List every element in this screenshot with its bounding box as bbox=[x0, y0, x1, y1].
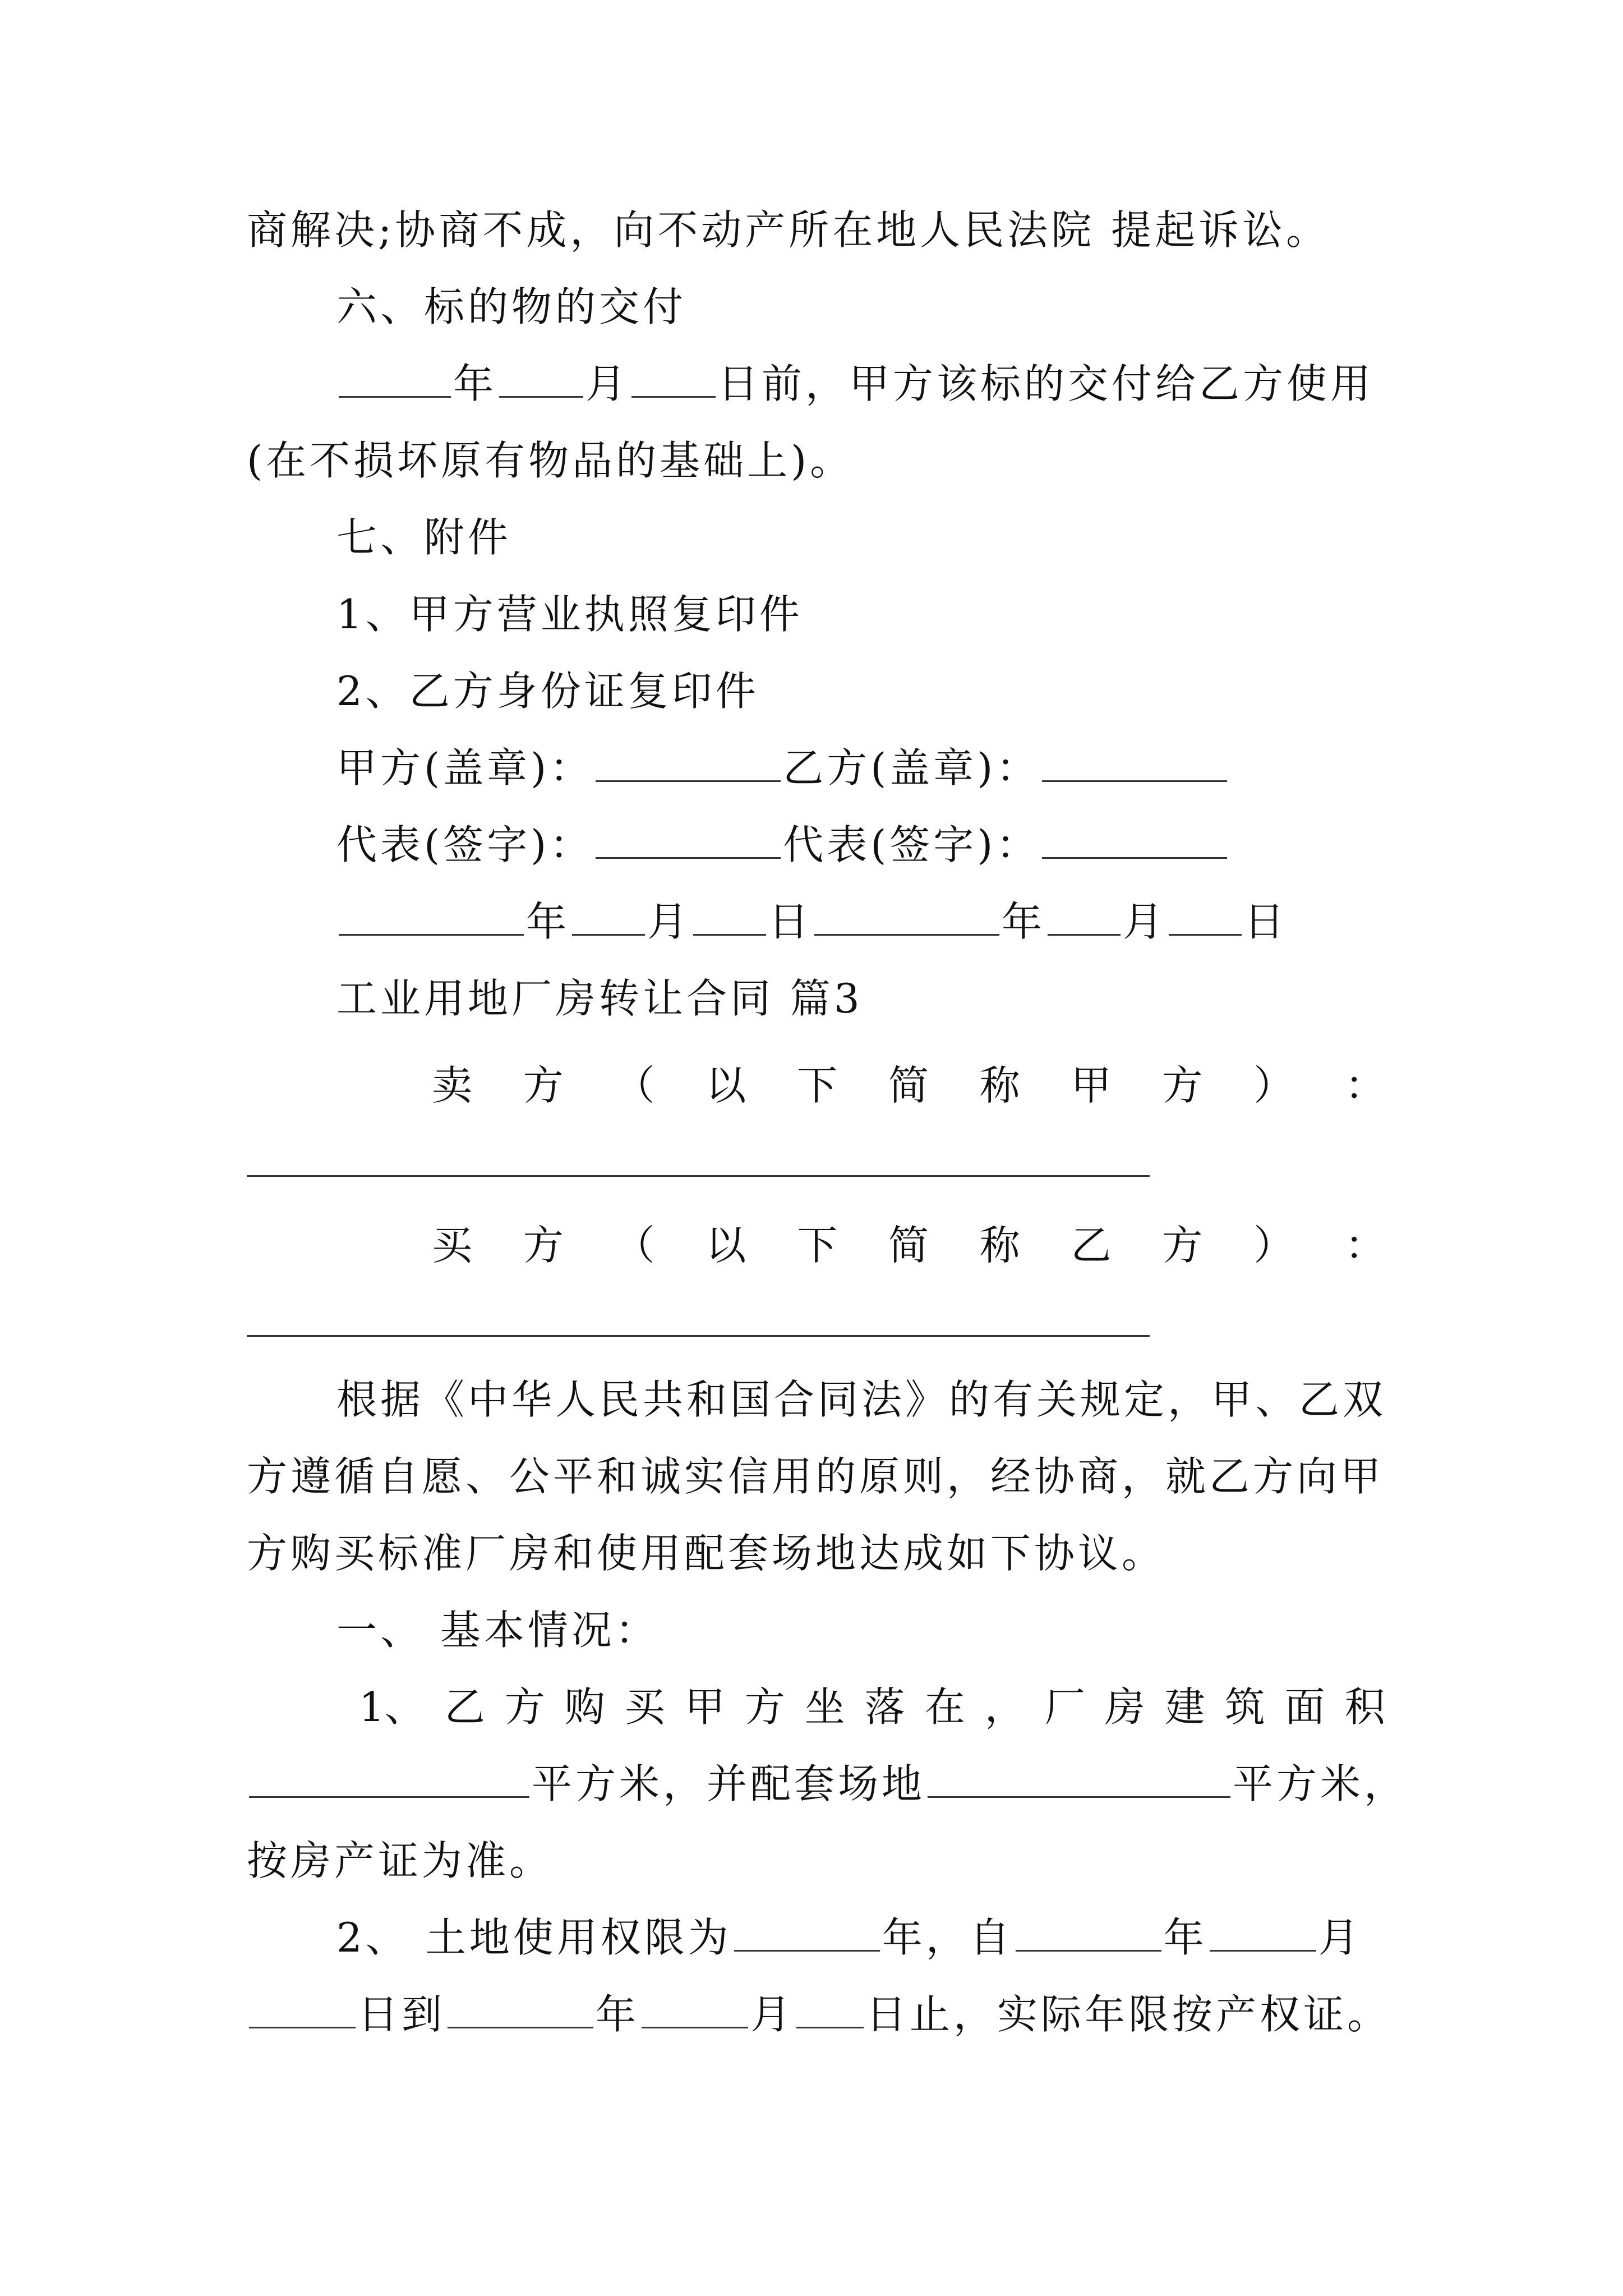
party-a-rep-label: 代表(签字)： bbox=[336, 821, 594, 868]
text-month: 月 bbox=[1123, 898, 1167, 945]
paragraph-line bbox=[247, 1986, 1391, 2042]
seller-char: 简 bbox=[888, 1062, 929, 1109]
char: 方 bbox=[744, 1683, 785, 1731]
blank-rule bbox=[247, 1335, 1150, 1337]
blank-field bbox=[596, 826, 781, 859]
text-rest: 日前，甲方该标的交付给乙方使用 bbox=[718, 360, 1375, 407]
section-heading: 七、附件 bbox=[336, 514, 512, 561]
buyer-char: ： bbox=[1344, 1222, 1385, 1269]
text-segment: 日到 bbox=[358, 1991, 446, 2038]
section-heading: 一、 基本情况： bbox=[336, 1607, 659, 1654]
list-item: 2、乙方身份证复印件 bbox=[336, 668, 759, 715]
blank-field bbox=[499, 365, 583, 398]
char: 坐 bbox=[804, 1683, 845, 1731]
seller-char: ： bbox=[1344, 1062, 1385, 1109]
date-line bbox=[336, 894, 1288, 950]
char: 甲 bbox=[684, 1683, 725, 1731]
blank-field bbox=[249, 1995, 356, 2028]
seller-char: ） bbox=[1253, 1062, 1294, 1109]
buyer-char: 买 bbox=[432, 1222, 473, 1269]
paragraph-line: 根据《中华人民共和国合同法》的有关规定，甲、乙双 bbox=[336, 1376, 1387, 1423]
blank-field bbox=[1016, 1918, 1161, 1952]
blank-rule bbox=[247, 1175, 1150, 1177]
text-segment: 年，自 bbox=[882, 1914, 1013, 1961]
paragraph-line: 方购买标准厂房和使用配套场地达成如下协议。 bbox=[247, 1530, 1166, 1577]
seller-char: 卖 bbox=[432, 1062, 473, 1109]
buyer-char: （ bbox=[614, 1222, 655, 1269]
seller-char: 方 bbox=[523, 1062, 564, 1109]
section-heading: 六、标的物的交付 bbox=[336, 283, 687, 330]
char: 在 bbox=[924, 1683, 965, 1731]
char: 厂 bbox=[1044, 1683, 1085, 1731]
buyer-char: 下 bbox=[797, 1222, 838, 1269]
paragraph-line: (在不损坏原有物品的基础上)。 bbox=[247, 437, 854, 484]
text-year: 年 bbox=[596, 1991, 640, 2038]
buyer-char: 简 bbox=[888, 1222, 929, 1269]
seller-char: 下 bbox=[797, 1062, 838, 1109]
buyer-line bbox=[432, 1217, 1385, 1273]
char: ， bbox=[984, 1683, 1025, 1731]
text-day: 日 bbox=[768, 898, 813, 945]
seller-char: 称 bbox=[979, 1062, 1020, 1109]
buyer-char: 方 bbox=[523, 1222, 564, 1269]
text-year: 年 bbox=[1002, 898, 1046, 945]
char: 筑 bbox=[1224, 1683, 1265, 1731]
char: 方 bbox=[504, 1683, 545, 1731]
text-day: 日 bbox=[1244, 898, 1288, 945]
char: 买 bbox=[624, 1683, 665, 1731]
char: 落 bbox=[864, 1683, 905, 1731]
char: 购 bbox=[564, 1683, 605, 1731]
blank-field bbox=[642, 1995, 748, 2028]
party-a-seal-label: 甲方(盖章)： bbox=[336, 744, 594, 792]
blank-field bbox=[631, 365, 716, 398]
char: 房 bbox=[1104, 1683, 1145, 1731]
blank-field bbox=[572, 903, 645, 936]
justified-line bbox=[359, 1679, 1385, 1735]
blank-field bbox=[448, 1995, 593, 2028]
blank-field bbox=[1210, 1918, 1316, 1952]
char: 面 bbox=[1284, 1683, 1325, 1731]
text-year: 年 bbox=[526, 898, 570, 945]
buyer-char: ） bbox=[1253, 1222, 1294, 1269]
blank-field bbox=[596, 749, 781, 782]
paragraph-line: 方遵循自愿、公平和诚实信用的原则，经协商，就乙方向甲 bbox=[247, 1453, 1385, 1500]
blank-field bbox=[734, 1918, 880, 1952]
char: 建 bbox=[1164, 1683, 1205, 1731]
blank-field bbox=[249, 1765, 529, 1798]
party-b-seal-label: 乙方(盖章)： bbox=[783, 744, 1040, 792]
text-segment: 2、 土地使用权限为 bbox=[336, 1914, 732, 1961]
blank-field bbox=[928, 1765, 1230, 1798]
paragraph-line: 按房产证为准。 bbox=[247, 1837, 554, 1884]
party-b-rep-label: 代表(签字)： bbox=[783, 821, 1040, 868]
blank-field bbox=[1042, 826, 1227, 859]
char: 乙 bbox=[444, 1683, 485, 1731]
text-month: 月 bbox=[647, 898, 691, 945]
blank-field bbox=[339, 903, 524, 936]
blank-field bbox=[693, 903, 766, 936]
item-number: 1、 bbox=[359, 1683, 425, 1731]
seller-char: （ bbox=[614, 1062, 655, 1109]
text-month: 月 bbox=[1318, 1914, 1362, 1961]
list-item: 1、甲方营业执照复印件 bbox=[336, 591, 803, 638]
text-month: 月 bbox=[750, 1991, 795, 2038]
section-title: 工业用地厂房转让合同 篇3 bbox=[336, 975, 863, 1022]
blank-field bbox=[1048, 903, 1121, 936]
blank-field bbox=[814, 903, 999, 936]
paragraph-line bbox=[336, 356, 1374, 412]
text-segment: 平方米，并配套场地 bbox=[532, 1760, 926, 1807]
seller-char: 甲 bbox=[1071, 1062, 1112, 1109]
text-month: 月 bbox=[585, 360, 630, 407]
signature-line bbox=[336, 740, 1229, 796]
blank-field bbox=[796, 1995, 864, 2028]
seller-char: 方 bbox=[1162, 1062, 1203, 1109]
paragraph-line bbox=[336, 1910, 1362, 1966]
seller-line bbox=[432, 1057, 1385, 1114]
blank-field bbox=[1042, 749, 1227, 782]
char: 积 bbox=[1344, 1683, 1385, 1731]
text-segment: 日止，实际年限按产权证。 bbox=[866, 1991, 1391, 2038]
text-segment: 平方米， bbox=[1233, 1760, 1408, 1807]
buyer-char: 乙 bbox=[1071, 1222, 1112, 1269]
blank-field bbox=[1169, 903, 1242, 936]
text-year: 年 bbox=[453, 360, 497, 407]
paragraph-line: 商解决;协商不成，向不动产所在地人民法院 提起诉讼。 bbox=[247, 206, 1330, 254]
seller-char: 以 bbox=[706, 1062, 746, 1109]
buyer-char: 以 bbox=[706, 1222, 746, 1269]
paragraph-line bbox=[247, 1756, 1408, 1812]
buyer-char: 方 bbox=[1162, 1222, 1203, 1269]
text-year: 年 bbox=[1163, 1914, 1207, 1961]
blank-field bbox=[339, 365, 451, 398]
signature-line bbox=[336, 817, 1229, 873]
buyer-char: 称 bbox=[979, 1222, 1020, 1269]
